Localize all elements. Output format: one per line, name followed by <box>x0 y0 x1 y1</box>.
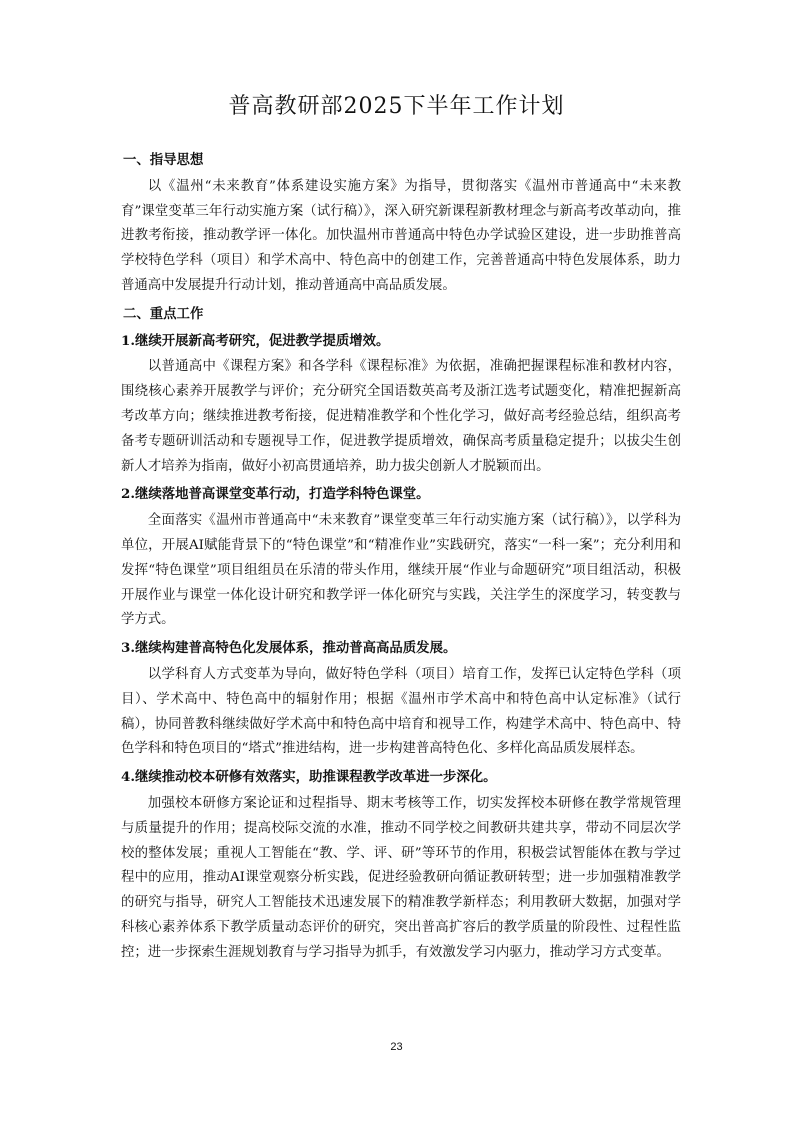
task-paragraph-4: 加强校本研修方案论证和过程指导、期末考核等工作，切实发挥校本研修在教学常规管理与质量提升的作用；提高校际交流的水准，推动不同学校之间教研共建共享，带动不同层次学校的整体发展；重视人工智能在“教、学、评、研”等环节的作用，积极尝试智能体在教与学过程中的应用，推动AI课堂观察分析实践，促进经验教研向循证教研转型；进一步加强精准教学的研究与指导，研究人工智能技术迅速发展下的精准教学新样态；利用教研大数据，加强对学科核心素养体系下教学质量动态评价的研究，突出普高扩容后的教学质量的阶段性、过程性监控；进一步探索生涯规划教育与学习指导为抓手，有效激发学习内驱力，推动学习方式变革。 <box>121 795 681 960</box>
section-heading-key-tasks: 二、重点工作 <box>123 305 204 322</box>
document-title: 普高教研部2025下半年工作计划 <box>228 94 565 119</box>
section-paragraph-guiding-ideology: 以《温州“未来教育”体系建设实施方案》为指导，贯彻落实《温州市普通高中“未来教育”课堂变革三年行动实施方案（试行稿）》，深入研究新课程新教材理念与新高考改革动向，推进教考衔接，推动教学评一体化。加快温州市普通高中特色办学试验区建设，进一步助推普高学校特色学科（项目）和学术高中、特色高中的创建工作，完善普通高中特色发展体系，助力普通高中发展提升行动计划，推动普通高中高品质发展。 <box>121 178 681 293</box>
task-heading-2: 2.继续落地普高课堂变革行动，打造学科特色课堂。 <box>121 486 430 503</box>
section-heading-guiding-ideology: 一、指导思想 <box>123 152 204 168</box>
document-body <box>121 148 681 969</box>
task-heading-4: 4.继续推动校本研修有效落实，助推课程教学改革进一步深化。 <box>121 769 497 786</box>
task-paragraph-3: 以学科育人方式变革为导向，做好特色学科（项目）培育工作，发挥已认定特色学科（项目）、学术高中、特色高中的辐射作用；根据《温州市学术高中和特色高中认定标准》（试行稿），协同普教科继续做好学术高中和特色高中培育和视导工作，构建学术高中、特色高中、特色学科和特色项目的“塔式”推进结构，进一步构建普高特色化、多样化高品质发展样态。 <box>121 666 681 757</box>
task-heading-1: 1.继续开展新高考研究，促进教学提质增效。 <box>121 332 390 349</box>
task-heading-3: 3.继续构建普高特色化发展体系，推动普高高品质发展。 <box>121 640 457 657</box>
task-paragraph-1: 以普通高中《课程方案》和各学科《课程标准》为依据，准确把握课程标准和教材内容，围绕核心素养开展教学与评价；充分研究全国语数英高考及浙江选考试题变化，精准把握新高考改革方向；继续推进教考衔接，促进精准教学和个性化学习，做好高考经验总结，组织高考备考专题研训活动和专题视导工作，促进教学提质增效，确保高考质量稳定提升；以拔尖生创新人才培养为指南，做好小初高贯通培养，助力拔尖创新人才脱颖而出。 <box>121 359 681 474</box>
page-number: 23 <box>390 1041 403 1053</box>
task-paragraph-2: 全面落实《温州市普通高中“未来教育”课堂变革三年行动实施方案（试行稿）》，以学科为单位，开展AI赋能背景下的“特色课堂”和“精准作业”实践研究，落实“一科一案”；充分利用和发挥“特色课堂”项目组组员在乐清的带头作用，继续开展“作业与命题研究”项目组活动，积极开展作业与课堂一体化设计研究和教学评一体化研究与实践，关注学生的深度学习，转变教与学方式。 <box>121 513 681 628</box>
